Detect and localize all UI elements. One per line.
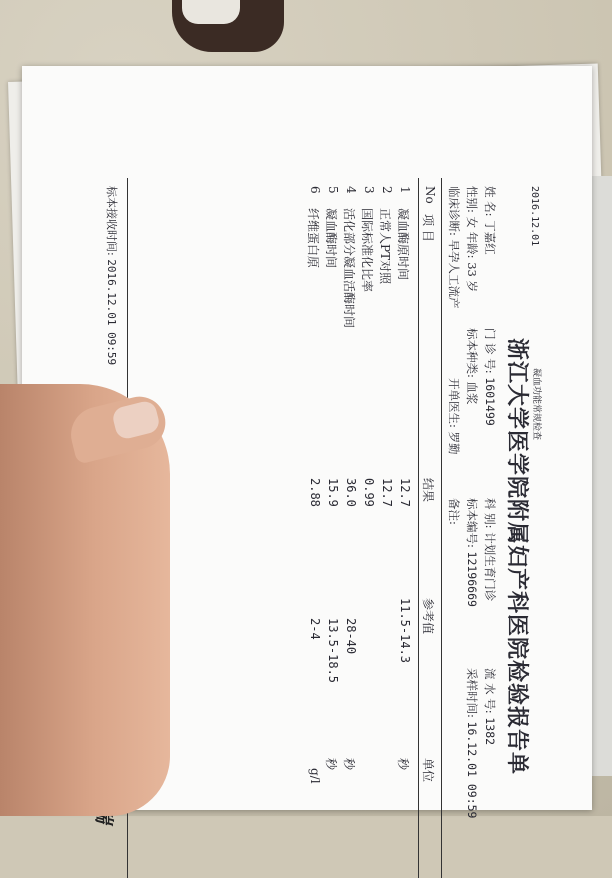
row-reference: 2-4 [308,618,322,640]
col-result: 结果 [421,478,435,503]
doctor-label: 开单医生: [447,378,461,428]
sex-age-line [464,186,480,292]
row-result: 2.88 [308,478,322,507]
receive-label: 标本接收时间: [105,186,118,256]
row-no: 4 [344,186,358,194]
clinic-no-line [482,328,498,426]
serial-no: 1382 [483,717,497,746]
patient-name-line [482,186,498,255]
serial-line [482,668,498,745]
collect-time-label: 采样时间: [465,668,479,718]
row-no: 2 [380,186,394,194]
row-item: 活化部分凝血活酶时间 [342,208,356,329]
sex-value: 女 [465,216,479,229]
age-label: 年龄: [465,231,479,259]
row-result: 12.7 [380,478,394,507]
collect-time-line [464,668,480,818]
col-item: 项 目 [421,214,435,242]
row-unit: 秒 [324,758,338,771]
row-no: 1 [398,186,412,194]
specimen-type-label: 标本种类: [465,328,479,378]
report-small-title: 凝血功能常规检查 [531,368,541,441]
row-reference: 13.5-18.5 [326,618,340,684]
row-item: 凝血酶时间 [324,208,338,269]
doctor-line [446,378,462,455]
row-item: 凝血酶原时间 [396,208,410,281]
clinic-no-label: 门 诊 号: [483,328,497,374]
row-item: 国际标准化比率 [360,208,374,293]
col-no: No [423,186,437,204]
diagnosis-label: 临床诊断: [447,186,461,236]
remark-label: 备注: [447,498,461,525]
specimen-no-label: 标本编号: [465,498,479,548]
report-date: 2016.12.01 [529,186,540,247]
row-result: 15.9 [326,478,340,507]
row-result: 36.0 [344,478,358,507]
name-label: 姓 名: [483,186,497,217]
row-no: 3 [362,186,376,194]
row-reference: 28-40 [344,618,358,655]
col-unit: 单位 [421,758,435,783]
diagnosis-line [446,186,462,309]
row-item: 纤维蛋白原 [306,208,320,269]
row-item: 正常人PT对照 [378,208,392,285]
receive-time-line [104,186,120,365]
row-unit: 秒 [342,758,356,771]
row-unit: g/l [308,768,322,784]
row-no: 5 [326,186,340,194]
clinic-no: 1601499 [483,377,497,426]
hospital-title: 浙江大学医学院附属妇产科医院检验报告单 [504,338,530,776]
dept-line [482,498,498,601]
header-rule-top [441,178,442,878]
row-result: 0.99 [362,478,376,507]
serial-label: 流 水 号: [483,668,497,714]
specimen-type: 血浆 [465,381,479,405]
receive-time: 2016.12.01 09:59 [105,259,118,366]
shoe-trim [182,0,240,24]
row-no: 6 [308,186,322,194]
patient-name: 丁嘉红 [483,220,497,255]
col-reference: 参考值 [421,598,435,635]
sex-label: 性别: [465,186,479,213]
doctor-name: 罗勤 [447,431,461,455]
dept-value: 计划生育门诊 [483,532,497,602]
dept-label: 科 别: [483,498,497,529]
row-result: 12.7 [398,478,412,507]
row-reference: 11.5-14.3 [398,598,412,664]
age-value: 33 岁 [465,262,479,293]
row-unit: 秒 [396,758,410,771]
diagnosis-value: 早孕人工流产 [447,239,461,309]
specimen-no-line [464,498,480,607]
header-rule-bottom [418,178,419,878]
specimen-type-line [464,328,480,405]
remark-line [446,498,462,525]
collect-time: 16.12.01 09:59 [465,721,479,819]
specimen-no: 12196669 [465,551,479,607]
